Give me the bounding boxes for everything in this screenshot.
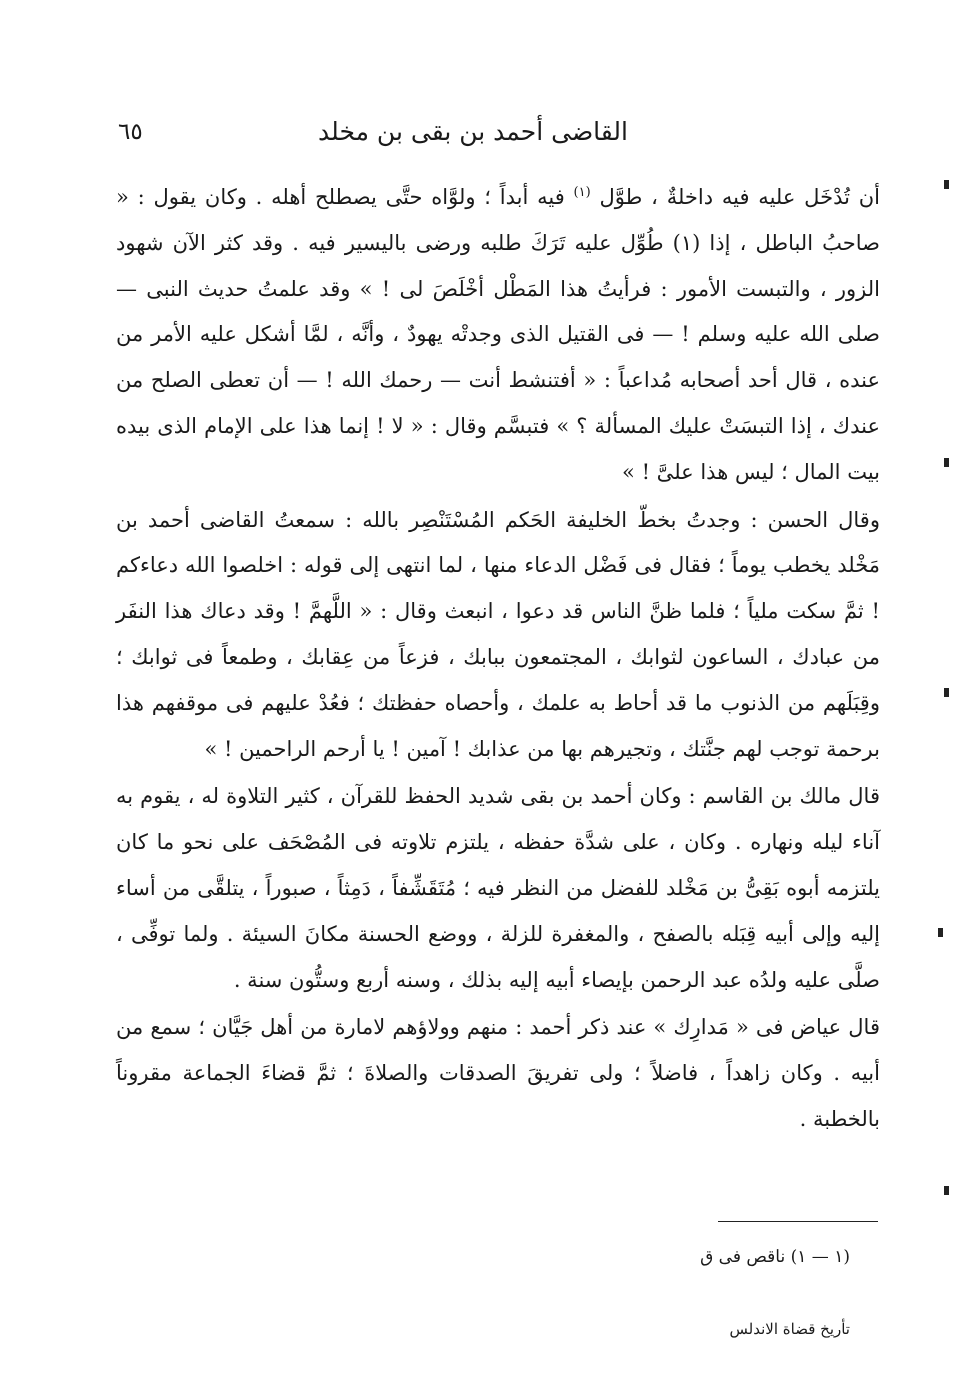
book-signature: تأريخ قضاة الاندلس [729, 1320, 850, 1338]
page-number: ٦٥ [118, 119, 143, 145]
paragraph-text: قال عياض فى « مَدارِك » عند ذكر أحمد : منهم وولاؤهم لامارة من أهل جَيَّان ؛ سمع من أبيه . وكان زاهداً ، فاضلاً ؛ ولى تفريقَ الصدقات والصلاةَ ؛ ثمَّ قضاءَ الجماعة مقروناً بالخطبة . [116, 1015, 880, 1131]
header-title: القاضى أحمد بن بقى بن مخلد [318, 117, 628, 146]
footnote-marker: (١) [573, 185, 591, 200]
footnote-divider [718, 1221, 878, 1222]
margin-mark [944, 1186, 949, 1195]
paragraph-2 [116, 498, 880, 773]
margin-mark [944, 180, 949, 189]
margin-mark [944, 688, 949, 697]
margin-mark [944, 458, 949, 467]
paragraph-text: فيه أبداً ؛ ولوَّاه حتَّى يصطلح أهله . وكان يقول : « صاحبُ الباطل ، إذا (١) طُوِّل عليه تَرَكَ طلبه ورضى باليسير فيه . وقد كثر الآن شهود الزور ، والتبست الأمور : فرأيتُ هذا المَطْل أخْلَصَ لى ! » وقد علمتُ حديث النبى — صلى الله عليه وسلم ! — فى القتيل الذى وجدتْه يهودٌ ، وأنَّه ، لمَّا أشكل عليه الأمر من عنده ، قال أحد أصحابه مُداعباً : « أفتنشط أنت — رحمك الله ! — أن تعطى الصلح من عندك ، إذا التبسَتْ عليك المسألة ؟ » فتبسَّم وقال : « لا ! إنما هذا على الإمام الذى بيده بيت المال ؛ ليس هذا علىَّ ! » [116, 185, 880, 484]
paragraph-text: قال مالك بن القاسم : وكان أحمد بن بقى شديد الحفظ للقرآن ، كثير التلاوة له ، يقوم به آناء ليله ونهاره . وكان ، على شدَّة حفظه ، يلتزم تلاوته فى المُصْحَف على نحو ما كان يلتزمه أبوه بَقِىُّ بن مَخْلد للفضل من النظر فيه ؛ مُتَقَشِّفاً ، دَمِثاً ، صبوراً ، يتلقَّى من أساء إليه وإلى أبيه قِبَله بالصفح ، والمغفرة للزلة ، ووضع الحسنة مكانَ السيئة . ولما توفِّى ، صلَّى عليه ولدُه عبد الرحمن بإيصاء أبيه إليه بذلك ، وسنه أربع وستُّون سنة . [116, 784, 880, 992]
paragraph-1 [116, 170, 880, 496]
paragraph-3 [116, 774, 880, 1003]
footnote: (١ — ١) ناقص فى ق [700, 1247, 850, 1267]
paragraph-text: أن تُدْخَل عليه فيه داخلةٌ ، طوَّل [599, 185, 880, 209]
paragraph-text: وقال الحسن : وجدتُ بخطّ الخليفة الحَكم المُسْتَنْصِر بالله : سمعتُ القاضى أحمد بن مَخْلد يخطب يوماً ؛ فقال فى فَضْل الدعاء منها ، لما انتهى إلى قوله : اخلصوا الله دعاءكم ! ثمَّ سكت ملياً ؛ فلما ظنَّ الناس قد دعوا ، انبعث وقال : « اللَّهمَّ ! وقد دعاك هذا النفَر من عبادك ، الساعون لثوابك ، المجتمعون ببابك ، فزعاً من عِقابك ، وطمعاً فى ثوابك ؛ وقِبَلَهم من الذنوب ما قد أحاط به علمك ، وأحصاه حفظتك ؛ فعُدْ عليهم فى موقفهم هذا برحمة توجب لهم جنَّتك ، وتجيرهم بها من عذابك ! آمين ! يا أرحم الراحمين ! » [116, 507, 880, 761]
running-header [118, 112, 878, 152]
paragraph-4 [116, 1005, 880, 1142]
body-text [116, 170, 880, 1143]
margin-mark [938, 928, 943, 937]
